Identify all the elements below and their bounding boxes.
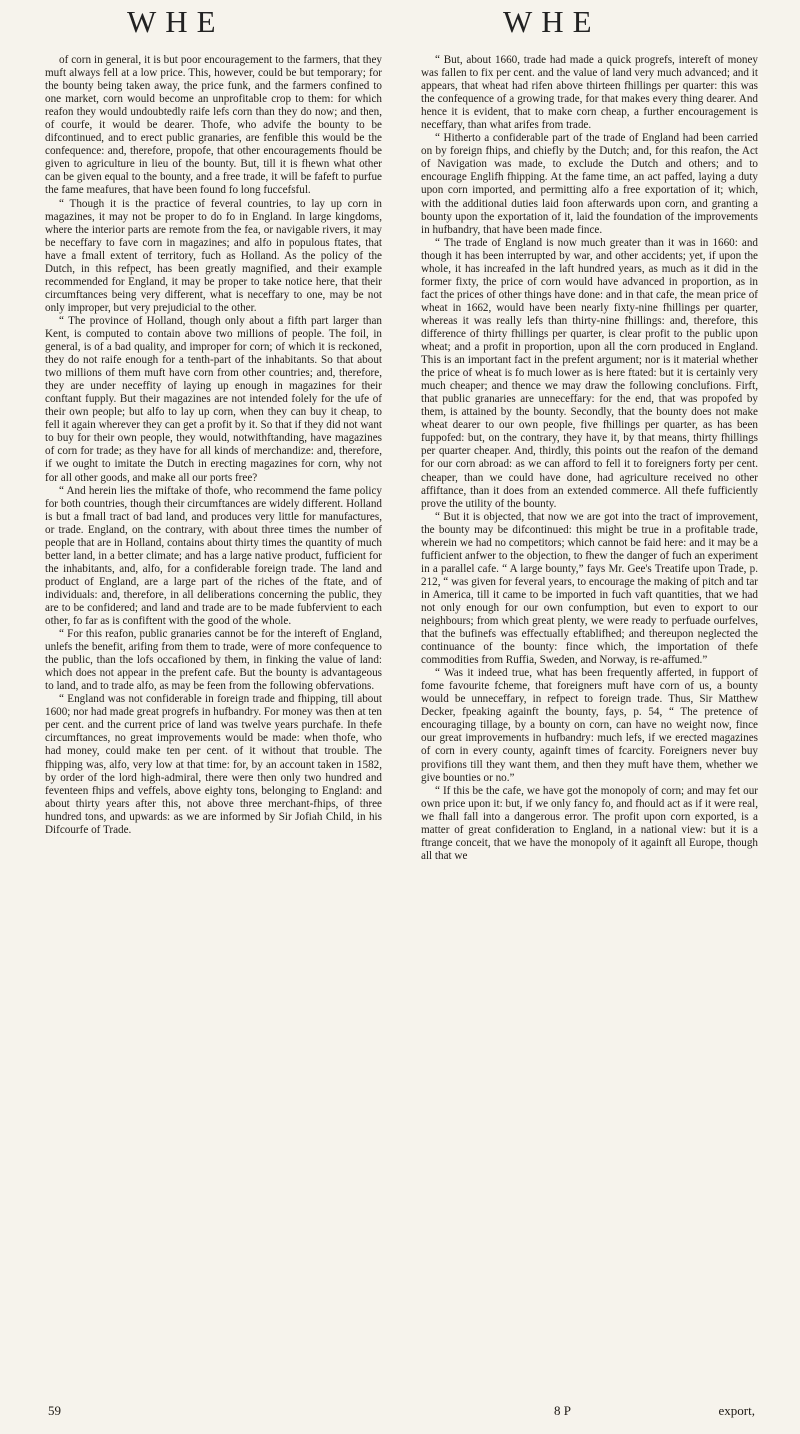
paragraph: “ If this be the cafe, we have got the monopoly of corn; and may fet our own price upon it: but, if we only fancy fo, and fhould act as if it were real, we fhall fall into a dangerous error. The profit upon corn exported, is a matter of great confideration to England, in a national view: but it is a ftrange conceit, that we have the monopoly of it againft all Europe, though all that we: [421, 784, 758, 862]
paragraph: of corn in general, it is but poor encouragement to the farmers, that they muft always fell at a low price. This, however, could be but temporary; for the bounty being taken away, the price funk, and the farmers confined to one market, corn would become an unprofitable crop to them: for which reafon they would undoubtedly raife lefs corn than they do now; and then, of courfe, it would be dearer. Thofe, who advife the bounty to be difcontinued, and to erect public granaries, are fenfible this would be the confequence: and, therefore, propofe, that other encouragements fhould be given to agriculture in lieu of the bounty. But, till it is fhewn what other can be given equal to the bounty, and a free trade, it will be fafeft to purfue the fame meafures, that have been found fo long fuccefsful.: [45, 54, 382, 197]
paragraph: “ The province of Holland, though only about a fifth part larger than Kent, is computed to contain above two millions of people. The foil, in general, is of a bad quality, and improper for corn; of which it is reckoned, they do not raife enough for a tenth-part of the inhabitants. So that about two millions of them muft have corn from other countries; and, therefore, they are under neceffity of laying up enough in magazines for their conftant fupply. But their magazines are not intended folely for the ufe of their own people; but alfo to lay up corn, when they can buy it cheap, to fell it again wherever they can get a profit by it. So that if they did not want to buy for their own people, they would, notwithftanding, have magazines of corn for trade; as they have for all kinds of merchandize: and, therefore, if we ought to imitate the Dutch in erecting magazines for corn, why not for all other goods, and make all our ports free?: [45, 314, 382, 484]
paragraph: “ For this reafon, public granaries cannot be for the intereft of England, unlefs the benefit, arifing from them to trade, were of more confequence to the public, than the lofs occafioned by them, in finking the value of land: which does not appear in the prefent cafe. But the bounty is advantageous to land, and to trade alfo, as may be feen from the following obfervations.: [45, 628, 382, 693]
signature-mark: 8 P: [554, 1403, 571, 1418]
right-column: [421, 54, 758, 1400]
header-left: WHE: [127, 4, 225, 39]
paragraph: “ But it is objected, that now we are got into the tract of improvement, the bounty may be difcontinued: this might be true in a profitable trade, wherein we had no competitors; which cannot be faid here: and it may be a fufficient anfwer to the objection, to fhew the danger of fuch an experiment in a parallel cafe. “ A large bounty,” fays Mr. Gee's Treatife upon Trade, p. 212, “ was given for feveral years, to encourage the making of pitch and tar in America, till it came to be imported in fuch vaft quantities, that we had not only enough for our own confumption, but even to export to our neighbours; from which great plenty, we were ready to perfuade ourfelves, that the bufinefs was effectually eftablifhed; and thereupon neglected the continuance of the bounty: fince which, the importation of thefe commodities from Ruffia, Sweden, and Norway, is re-affumed.”: [421, 510, 758, 667]
page-number: 59: [48, 1403, 61, 1418]
running-header: [0, 4, 800, 52]
catchword: export,: [718, 1403, 755, 1418]
paragraph: “ The trade of England is now much greater than it was in 1660: and though it has been interrupted by war, and other accidents; yet, if upon the whole, it has increafed in the laft hundred years, as much as it did in the former fixty, the price of corn would have advanced in proportion, as in fact the prices of other things have done: and in that cafe, the mean price of wheat in 1662, would have been nearly fixty-nine fhillings per quarter, whereas it was really lefs than thirty-nine fhillings: and, therefore, this difference of thirty fhillings per quarter, is clear profit to the public upon wheat; and a profit in proportion, upon all the corn produced in England. This is an important fact in the prefent argument; nor is it material whether the price of wheat is fo much lower as is here ftated: but it is certainly very much cheaper; and thence we may draw the following conclufions. Firft, that public granaries are unneceffary: for the end, that was propofed by them, is attained by the bounty. Secondly, that the bounty does not make wheat dearer to our own people, five fhillings per quarter, as has been fuppofed: but, on the contrary, they have it, by that means, thirty fhillings per quarter cheaper. And, thirdly, this points out the reafon of the demand for our corn abroad: as we can afford to fell it to foreigners forty per cent. cheaper, than we could have done, had agriculture received no other affiftance, than it does from an extended commerce. All thefe fufficiently prove the utility of the bounty.: [421, 236, 758, 510]
paragraph: “ Hitherto a confiderable part of the trade of England had been carried on by foreign fhips, and chiefly by the Dutch; and, for this reafon, the Act of Navigation was made, to exclude the Dutch and others; and to encourage Englifh fhipping. At the fame time, an act paffed, laying a duty upon corn imported, and permitting alfo a free exportation of it; which, with the additional duties laid foon afterwards upon corn, and granting a bounty upon the exportation of it, laid the foundation of the improvements in hufbandry, that have been made fince.: [421, 132, 758, 236]
paragraph: “ England was not confiderable in foreign trade and fhipping, till about 1600; nor had made great progrefs in hufbandry. For money was then at ten per cent. and the current price of land was twelve years purchafe. In thefe circumftances, no great improvements would be made: when thofe, who had money, could make ten per cent. of it without that trouble. The fhipping was, alfo, very low at that time: for, by an account taken in 1582, by order of the lord high-admiral, there were then only two hundred and feventeen fhips and veffels, above eighty tons, belonging to England: and about thirty years after this, not above three merchant-fhips, of three hundred tons, and upwards: as we are informed by Sir Jofiah Child, in his Difcourfe of Trade.: [45, 693, 382, 836]
paragraph: “ And herein lies the miftake of thofe, who recommend the fame policy for both countries, though their circumftances are widely different. Holland is but a fmall tract of bad land, and produces very little for manufactures, or trade. England, on the contrary, with about three times the number of people that are in Holland, contains about thirty times the quantity of much better land, in a better climate; and has a large native product, fufficient for the inhabitants, and, alfo, for a confiderable foreign trade. The land and product of England, are a large part of the riches of the ftate, and of individuals: and, therefore, in all deliberations concerning the public, they are to be confidered; and land and trade are to be made fubfervient to each other, fo far as is confiftent with the good of the whole.: [45, 484, 382, 628]
left-column: [45, 54, 382, 1400]
paragraph: “ Was it indeed true, what has been frequently afferted, in fupport of fome favourite fcheme, that foreigners muft have corn of us, a bounty would be unneceffary, in refpect to foreign trade. Thus, Sir Matthew Decker, fpeaking againft the bounty, fays, p. 54, “ The pretence of encouraging tillage, by a bounty on corn, can have no weight now, fince our great improvements in hufbandry: much lefs, if we erected magazines of corn in every county, againft times of fcarcity. Foreigners never buy provifions till they want them, and then they muft have them, whether we give bounties or no.”: [421, 667, 758, 784]
paragraph: “ But, about 1660, trade had made a quick progrefs, intereft of money was fallen to fix per cent. and the value of land very much advanced; and it appears, that wheat had rifen above thirteen fhillings per quarter: this was the confequence of a growing trade, for that makes every thing dearer. And hence it is evident, that to make corn cheap, a further encouragement is neceffary, than what arifes from trade.: [421, 54, 758, 132]
paragraph: “ Though it is the practice of feveral countries, to lay up corn in magazines, it may not be proper to do fo in England. In large kingdoms, where the interior parts are remote from the fea, or navigable rivers, it may be neceffary to fave corn in magazines; and alfo in populous ftates, that have a fmall extent of territory, fuch as Holland. As the policy of the Dutch, in this refpect, has been greatly magnified, and their example recommended for England, it may be proper to take notice here, that their circumftances being very different, what is neceffary to one, may be not only improper, but very prejudicial to the other.: [45, 197, 382, 314]
page-footer: [0, 1403, 800, 1423]
header-right: WHE: [503, 4, 601, 39]
